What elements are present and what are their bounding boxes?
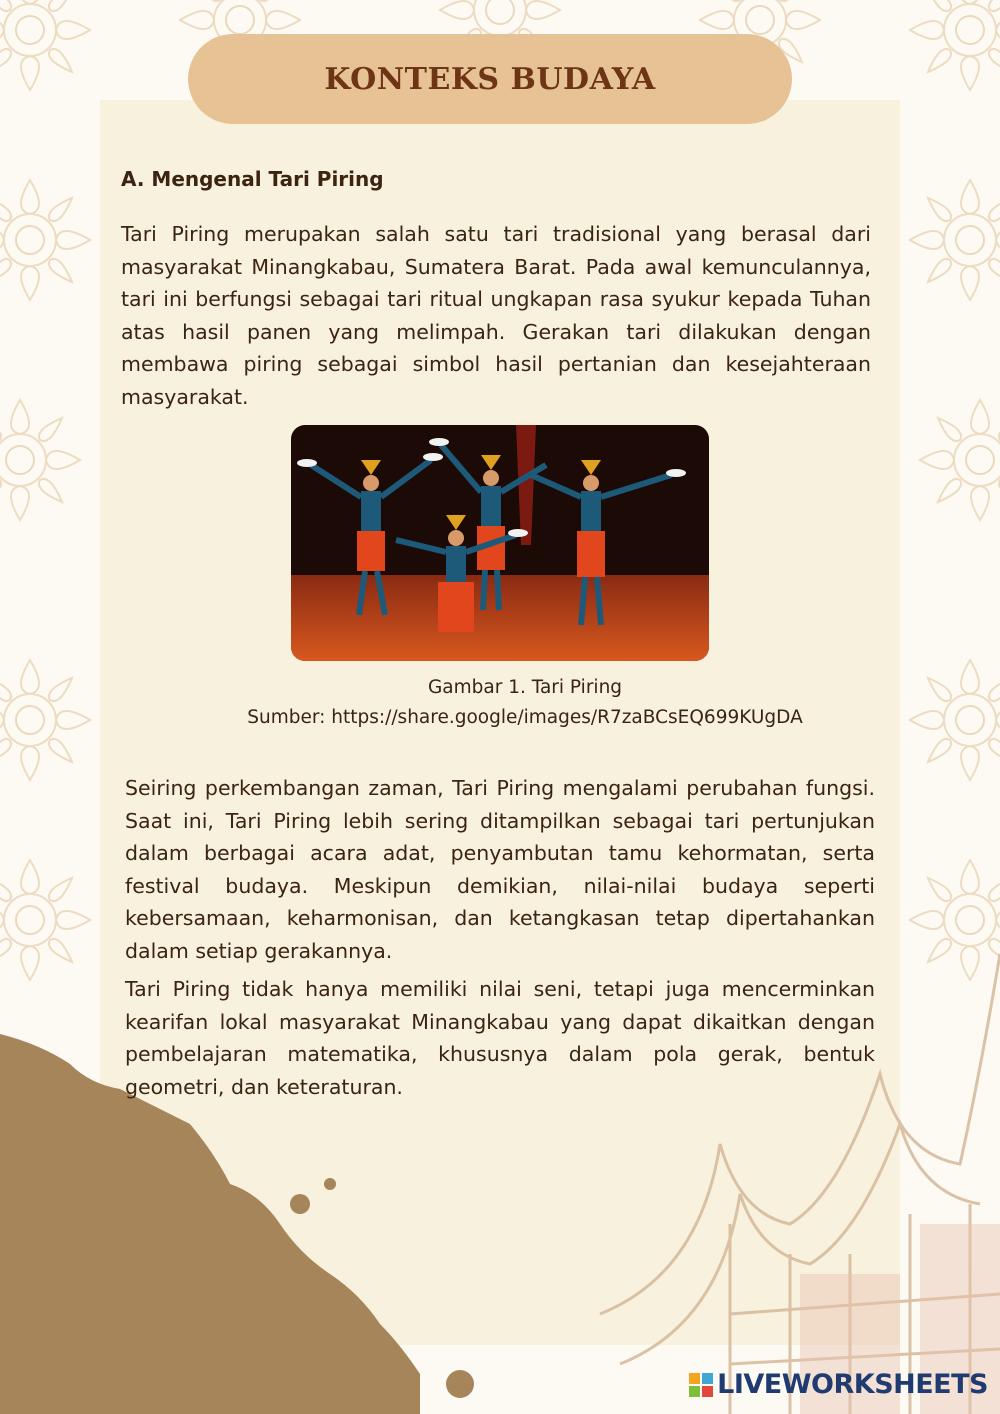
intro-paragraph: Tari Piring merupakan salah satu tari tradisional yang berasal dari masyarakat Minangkabau, Sumatera Barat. Pada awal kemunculannya, tari ini berfungsi sebagai tari ritual ungkapan rasa syukur kepada Tuhan atas hasil panen yang melimpah. Gerakan tari dilakukan dengan membawa piring sebagai simbol hasil pertanian dan kesejahteraan masyarakat. [121,222,871,409]
brand-name: LIVEWORKSHEETS [717,1369,988,1400]
tari-piring-photo [291,425,709,661]
liveworksheets-brand [689,1369,988,1400]
figure-source: Sumber: https://share.google/images/R7zaBCsEQ699KUgDA [247,707,803,728]
rumah-gadang-illustration [580,894,1000,1414]
figure-caption: Gambar 1. Tari Piring [427,677,623,698]
section-heading: A. Mengenal Tari Piring [121,167,384,191]
liveworksheets-logo-icon [689,1373,713,1397]
values-paragraph: Tari Piring tidak hanya memiliki nilai seni, tetapi juga mencerminkan kearifan lokal masyarakat Minangkabau yang dapat dikaitkan dengan pembelajaran matematika, khususnya dalam pola gerak, bentuk geometri, dan keteraturan. [125,977,875,1099]
development-paragraph: Seiring perkembangan zaman, Tari Piring mengalami perubahan fungsi. Saat ini, Tari Piring lebih sering ditampilkan sebagai tari pertunjukan dalam berbagai acara adat, penyambutan tamu kehormatan, serta festival budaya. Meskipun demikian, nilai-nilai budaya seperti kebersamaan, keharmonisan, dan ketangkasan tetap dipertahankan dalam setiap gerakannya. [125,776,875,963]
page-title: KONTEKS BUDAYA [188,34,792,124]
